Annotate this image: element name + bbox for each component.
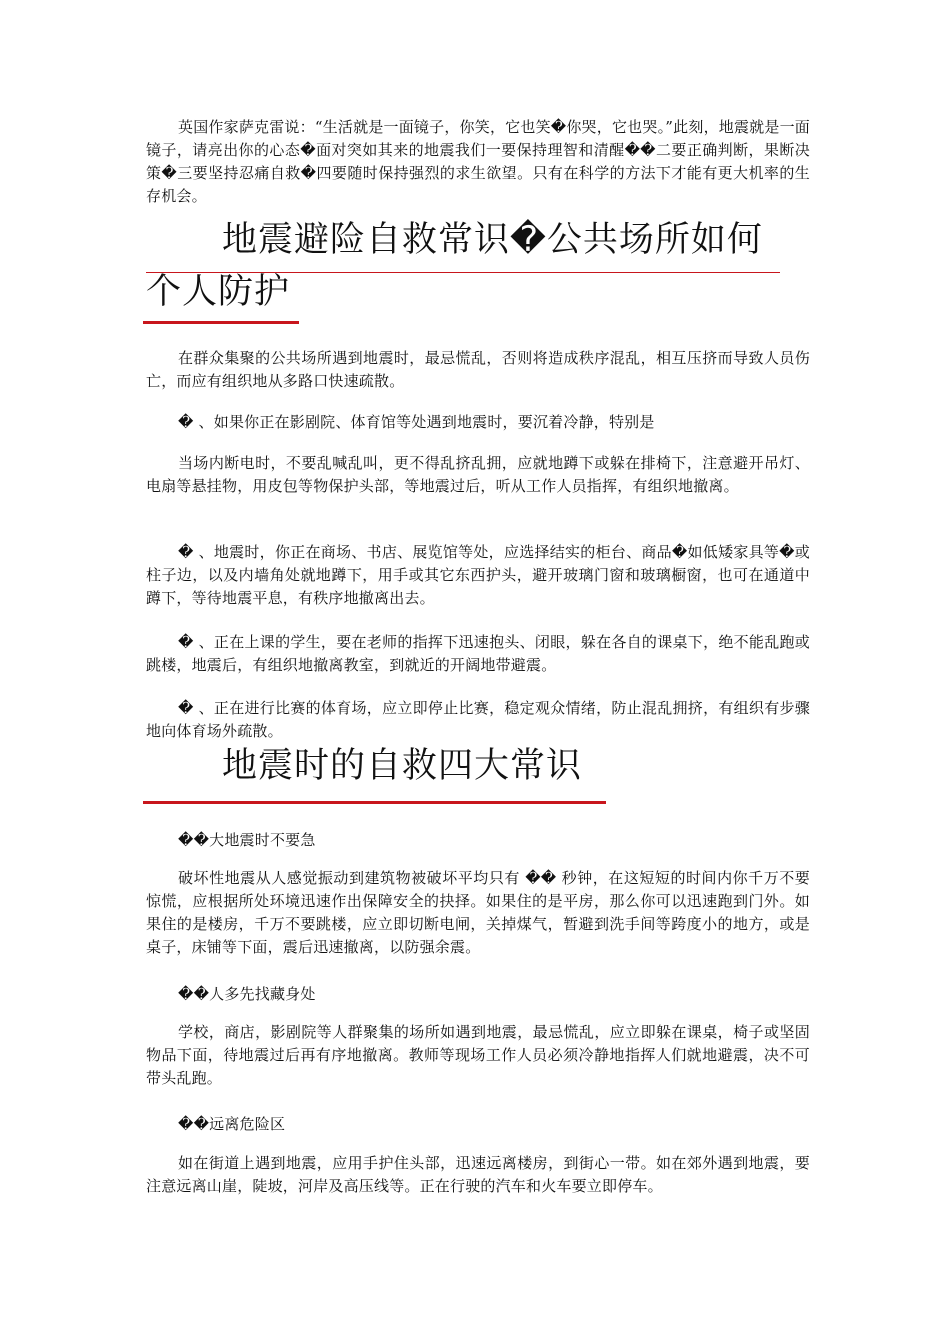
section2-heading: ��远离危险区 [178,1115,286,1133]
section2-paragraph: 学校，商店，影剧院等人群聚集的场所如遇到地震，最忌慌乱，应立即躲在课桌，椅子或坚固物品下面，待地震过后再有序地撤离。教师等现场工作人员必须冷静地指挥人们就地避震，决不可带头乱跑。 [146,1023,810,1087]
section1-paragraph: � 、如果你正在影剧院、体育馆等处遇到地震时，要沉着冷静，特别是 [178,413,655,431]
section1-paragraph: � 、正在上课的学生，要在老师的指挥下迅速抱头、闭眼，躲在各自的课桌下，绝不能乱跑或跳楼，地震后，有组织地撤离教室，到就近的开阔地带避震。 [146,633,810,674]
section1-paragraph: 在群众集聚的公共场所遇到地震时，最忌慌乱，否则将造成秩序混乱，相互压挤而导致人员伤亡，而应有组织地从多路口快速疏散。 [146,349,810,390]
section1-title-line2: 个人防护 [146,272,291,312]
section2-paragraph: 如在街道上遇到地震，应用手护住头部，迅速远离楼房，到街心一带。如在郊外遇到地震，要注意远离山崖，陡坡，河岸及高压线等。正在行驶的汽车和火车要立即停车。 [146,1154,810,1195]
section1-title-underline [143,321,299,324]
section2-paragraph: 破坏性地震从人感觉振动到建筑物被破坏平均只有 �� 秒钟，在这短短的时间内你千万不要惊慌，应根据所处环境迅速作出保障安全的抉择。如果住的是平房，那么你可以迅速跑到门外。如果住的是楼房，千万不要跳楼，应立即切断电闸，关掉煤气，暂避到洗手间等跨度小的地方，或是桌子，床铺等下面，震后迅速撤离，以防强余震。 [146,869,810,956]
section2-heading: ��人多先找藏身处 [178,985,316,1003]
section1-paragraph: � 、地震时，你正在商场、书店、展览馆等处，应选择结实的柜台、商品�如低矮家具等�或柱子边，以及内墙角处就地蹲下，用手或其它东西护头，避开玻璃门窗和玻璃橱窗，也可在通道中蹲下，等待地震平息，有秩序地撤离出去。 [146,543,810,607]
section2-title: 地震时的自救四大常识 [222,746,583,786]
section1-paragraph: � 、正在进行比赛的体育场，应立即停止比赛，稳定观众情绪，防止混乱拥挤，有组织有步骤地向体育场外疏散。 [146,699,810,740]
section2-heading: ��大地震时不要急 [178,831,316,849]
section1-title-line1: 地震避险自救常识�公共场所如何 [222,220,763,260]
intro-paragraph: 英国作家萨克雷说：“生活就是一面镜子，你笑，它也笑�你哭，它也哭。”此刻，地震就是一面镜子，请亮出你的心态�面对突如其来的地震我们一要保持理智和清醒��二要正确判断，果断决策�三要坚持忍痛自救�四要随时保持强烈的求生欲望。只有在科学的方法下才能有更大机率的生存机会。 [146,118,810,205]
section1-paragraph: 当场内断电时，不要乱喊乱叫，更不得乱挤乱拥，应就地蹲下或躲在排椅下，注意避开吊灯、电扇等悬挂物，用皮包等物保护头部，等地震过后，听从工作人员指挥，有组织地撤离。 [146,454,810,495]
section2-title-underline [143,801,606,804]
